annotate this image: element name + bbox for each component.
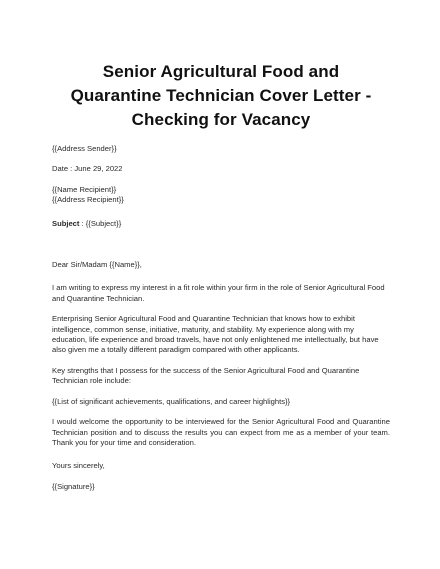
- paragraph-closing: I would welcome the opportunity to be interviewed for the Senior Agricultural Food and Quarantine Technician position and to discuss the results you can expect from me as a member of your team. Thank you for your time and consideration.: [52, 417, 390, 447]
- subject-line: [52, 219, 390, 229]
- address-sender: {{Address Sender}}: [52, 144, 117, 153]
- date-line: Date : June 29, 2022: [52, 164, 123, 174]
- name-recipient: {{Name Recipient}}: [52, 184, 117, 194]
- signature: {{Signature}}: [52, 481, 95, 491]
- letter-title: [52, 0, 390, 132]
- paragraph-achievements: {{List of significant achievements, qualifications, and career highlights}}: [52, 396, 291, 406]
- salutation: Dear Sir/Madam {{Name}},: [52, 260, 142, 270]
- title-line-2: Quarantine Technician Cover Letter -: [70, 86, 372, 105]
- title-line-1: Senior Agricultural Food and: [102, 62, 340, 81]
- subject-value: : {{Subject}}: [79, 218, 122, 228]
- address-recipient: {{Address Recipient}}: [52, 195, 124, 205]
- subject-label: Subject: [52, 218, 80, 228]
- sign-off: Yours sincerely,: [52, 461, 105, 471]
- paragraph-experience: Enterprising Senior Agricultural Food and Quarantine Technician that knows how to exhibit intelligence, common sense, initiative, maturity, and stability. My experience along with my education, life experience and broad travels, have not only enlightened me intellectually, but have also given me a totally different paradigm compared with other applicants.: [52, 314, 379, 355]
- title-line-3: Checking for Vacancy: [131, 110, 311, 129]
- paragraph-intro: I am writing to express my interest in a fit role within your firm in the role of Senior Agricultural Food and Quarantine Technician.: [52, 283, 385, 303]
- paragraph-strengths: Key strengths that I possess for the success of the Senior Agricultural Food and Quarantine Technician role include:: [52, 365, 360, 386]
- letter-body: [52, 144, 390, 492]
